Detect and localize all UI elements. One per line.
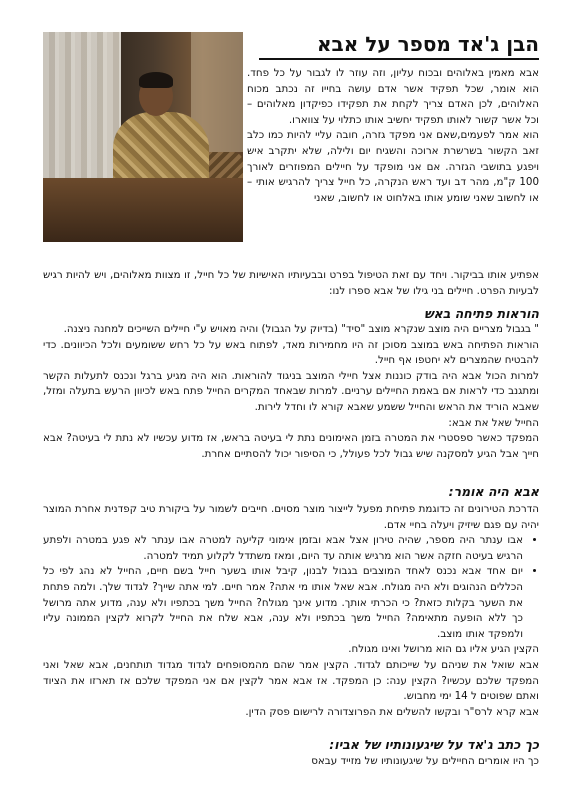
section1-paragraph: למרות הכול אבא היה בודק כוננות אצל חיילי המוצב בניגוד להוראות. הוא היה מגיע ברגל ונכנס לתעלות הקשר ומתגנב כדי לראות אם באמת החיילים ערניים. למרות שבאחד המקרים החייל פתח באש לכיוון הרעש בתעלה ומזל, שאבא הוריד את הראש והחייל ששמע שאבא קורא לו וחדל לירות. — [43, 369, 539, 413]
section2-after-paragraph: אבא קרא לרס"ר ובקשו להשלים את הפרוצדורה לרישום פסק הדין. — [245, 705, 539, 718]
section-father-said — [43, 502, 539, 720]
section1-paragraph: הוראות הפתיחה באש במוצב מסוכן זה היו מחמירות מאד, לפתוח באש על כל רחש ששומעים ולכל הכיוונים. כדי להבטיח שהמצרים לא יחטפו אף חייל. — [43, 338, 539, 367]
intro-paragraph-3: אפתיע אותו בביקור. ויחד עם זאת הטיפול בפרט ובבעיותיו האישיות של כל חייל, זו מצוות מאלוהים, ויש להיות רגיש לבעיות הפרט. חיילים בני גילו של אבא ספרו לנו: — [43, 269, 539, 297]
photo-person-hair — [139, 72, 173, 88]
intro-paragraph-2: הוא אמר לפעמים,שאם אני מפקד גזרה, חובה עליי להיות כמו כלב זאב הקשור בשרשרת ארוכה והשגיח יום ולילה, שלא יתקרב איש ויפגע בתושבי הגזרה. אם אני מופקד על חיילים המפוזרים לאורך 100 ק"מ, מהר דב ועד ראש הנקרה, כל חייל צריך להרגיש אותי – או לחשוב שאני שומע אותו באלחוט או לחשוב, שאני — [247, 129, 539, 204]
list-item: • אבו ענתר היה מספר, שהיה טירון אצל אבא ובזמן אימוני קליעה למטרה אבו ענתר לא פגע במטרה ולפתע הרגיש בעיטה חזקה אשר הוא מרגיש אותה עד היום, ומאז משתדל לקלוע תמיד למטרה. — [43, 533, 523, 564]
section-fire-orders — [43, 322, 539, 462]
section2-paragraph: הדרכת הטירונים זה כדוגמת פתיחת מפעל לייצור מוצר מסוים. חייבים לשמור על ביקורת טיב קפדנית אחרת המוצר יהיה עם פגם שיזיק ויעלה בחיי אדם. — [43, 503, 539, 531]
list-item: • יום אחד אבא נכנס לאחד המוצבים בגבול לבנון, קיבל אותו בשער חייל בשם חיים, החייל לא נהג לפי כל הכללים הנהוגים ולא היה מגולח. אבא שאל אותו מי אתה? אמר חיים. למי אתה שייך? לגדוד שלך. ולמה פתחת את השער בקלות כזאת? כי הכרתי אותך. מדוע אינך מגולח? החייל משך בכתפיו ולא ענה, מדוע אתה מרושל כך ללא הופעה מתאימה? החייל משך בכתפיו ולא ענה, אבא שלח את החייל לקרוא לקצין הממונה עליו ולמפקד אותו מוצב. — [43, 564, 523, 642]
intro-column — [247, 66, 539, 206]
section-heading-father-said: אבא היה אומר: — [448, 484, 539, 499]
section1-paragraph: " בגבול מצריים היה מוצב שנקרא מוצב "סיד" (בדיוק על הגבול) והיה מאויש ע"י חיילים השייכים למחנה ניצנה. — [63, 323, 539, 335]
section3-line: כך היו אומרים החיילים על שיגעונותיו של מזייד עבאס — [311, 755, 539, 767]
anecdote-list — [43, 533, 539, 642]
section2-after-paragraph: הקצין הגיע אליו גם הוא מרושל ואינו מגולח. — [348, 643, 539, 656]
portrait-photo — [43, 32, 243, 242]
section1-paragraph: החייל שאל את אבא: — [448, 416, 539, 429]
page-title: הבן ג'אד מספר על אבא — [259, 32, 539, 60]
section1-paragraph: המפקד כאשר ספסטרי את המטרה בזמן האימונים נתת לי בעיטה בראש, אז מדוע עכשיו לא נתת לי בעיטה? אבא חייך אבל הגיע למסקנה שיש גבול לכל פעולל, כי הסיפור יכול להסתיים אחרת. — [43, 432, 539, 460]
section-jad-wrote — [43, 754, 539, 770]
section2-after-paragraph: אבא שואל את שניהם על שייכותם לגדוד. הקצין אמר שהם מהמסופחים לגדוד מגדוד תותחנים, אבא שאל ואני המפקד שלכם עכשיו? הקצין ענה: כן המפקד. אז אבא אמר לקצין אם אני המפקד שלכם אז תארזו את הציוד ואתם שפוטים ל 14 ימי מחבוש. — [43, 658, 539, 703]
intro-continuation — [43, 268, 539, 299]
section-heading-jad-wrote: כך כתב ג'אד על שיגעונותיו של אביו: — [329, 737, 539, 752]
photo-sofa — [43, 178, 243, 242]
section-heading-fire-orders: הוראות פתיחה באש — [424, 306, 539, 321]
intro-paragraph-1: אבא מאמין באלוהים ובכוח עליון, וזה עוזר לו לגבור על כל פחד. הוא אומר, שכל תפקיד אשר אדם עושה בחייו זה נכתב מכוח האלוהים, לכן האדם צריך לקחת את תפקידו כפיקדון מאלוהים – וכל אשר קשור לאותו תפקיד יחשיב אותו כתלוי על צווארו. — [247, 67, 539, 126]
